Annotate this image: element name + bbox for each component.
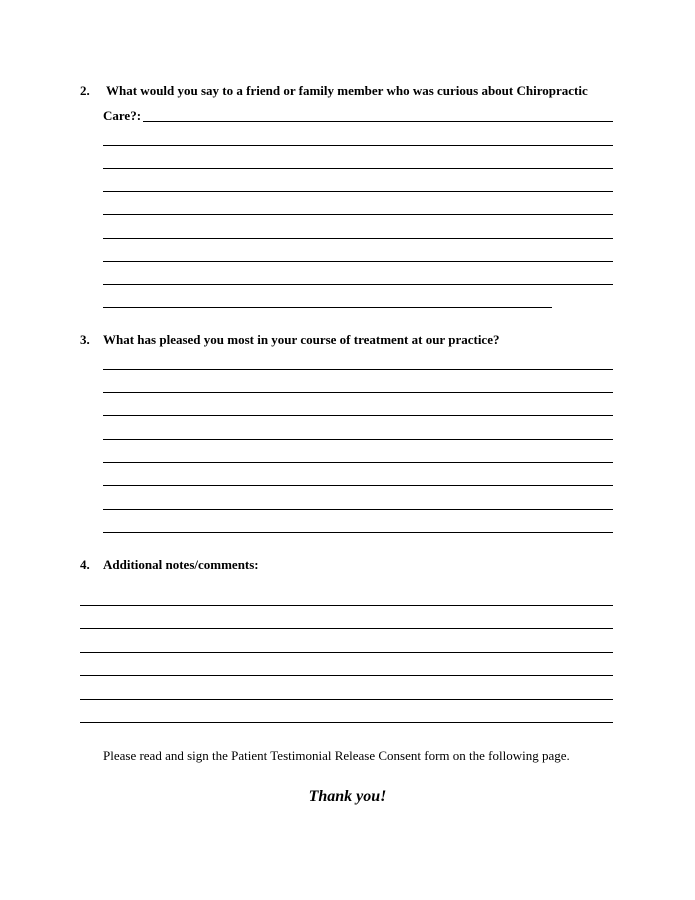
answer-line-q3-1[interactable] (103, 369, 613, 370)
question-text: What would you say to a friend or family member who was curious about Chiropractic (106, 83, 588, 98)
question-text: Additional notes/comments: (103, 557, 259, 572)
answer-line-q2-6[interactable] (103, 238, 613, 239)
answer-line-q2-3[interactable] (103, 168, 613, 169)
answer-line-q4-4[interactable] (80, 675, 613, 676)
question-text: What has pleased you most in your course of treatment at our practice? (103, 332, 500, 347)
question-number: 3. (80, 332, 90, 347)
answer-line-q2-2[interactable] (103, 145, 613, 146)
question-text-continued: Care?: (103, 108, 142, 123)
answer-line-q3-8[interactable] (103, 532, 613, 533)
answer-line-q2-7[interactable] (103, 261, 613, 262)
answer-line-q4-3[interactable] (80, 652, 613, 653)
question-3-heading (80, 332, 620, 347)
answer-line-q3-3[interactable] (103, 415, 613, 416)
answer-line-q3-5[interactable] (103, 462, 613, 463)
answer-line-q4-2[interactable] (80, 628, 613, 629)
answer-line-q2-8[interactable] (103, 284, 613, 285)
consent-instruction: Please read and sign the Patient Testimonial Release Consent form on the following page. (103, 748, 570, 763)
answer-line-q4-6[interactable] (80, 722, 613, 723)
answer-line-q4-1[interactable] (80, 605, 613, 606)
answer-line-q2-9[interactable] (103, 307, 552, 308)
answer-line-q4-5[interactable] (80, 699, 613, 700)
answer-line-q2-1[interactable] (143, 121, 613, 122)
thank-you-text: Thank you! (308, 788, 387, 805)
question-2-heading (80, 83, 620, 98)
answer-line-q3-4[interactable] (103, 439, 613, 440)
answer-line-q2-4[interactable] (103, 191, 613, 192)
answer-line-q3-2[interactable] (103, 392, 613, 393)
question-number: 2. (80, 83, 90, 98)
answer-line-q3-7[interactable] (103, 509, 613, 510)
answer-line-q3-6[interactable] (103, 485, 613, 486)
question-4-heading (80, 557, 620, 572)
question-number: 4. (80, 557, 90, 572)
answer-line-q2-5[interactable] (103, 214, 613, 215)
